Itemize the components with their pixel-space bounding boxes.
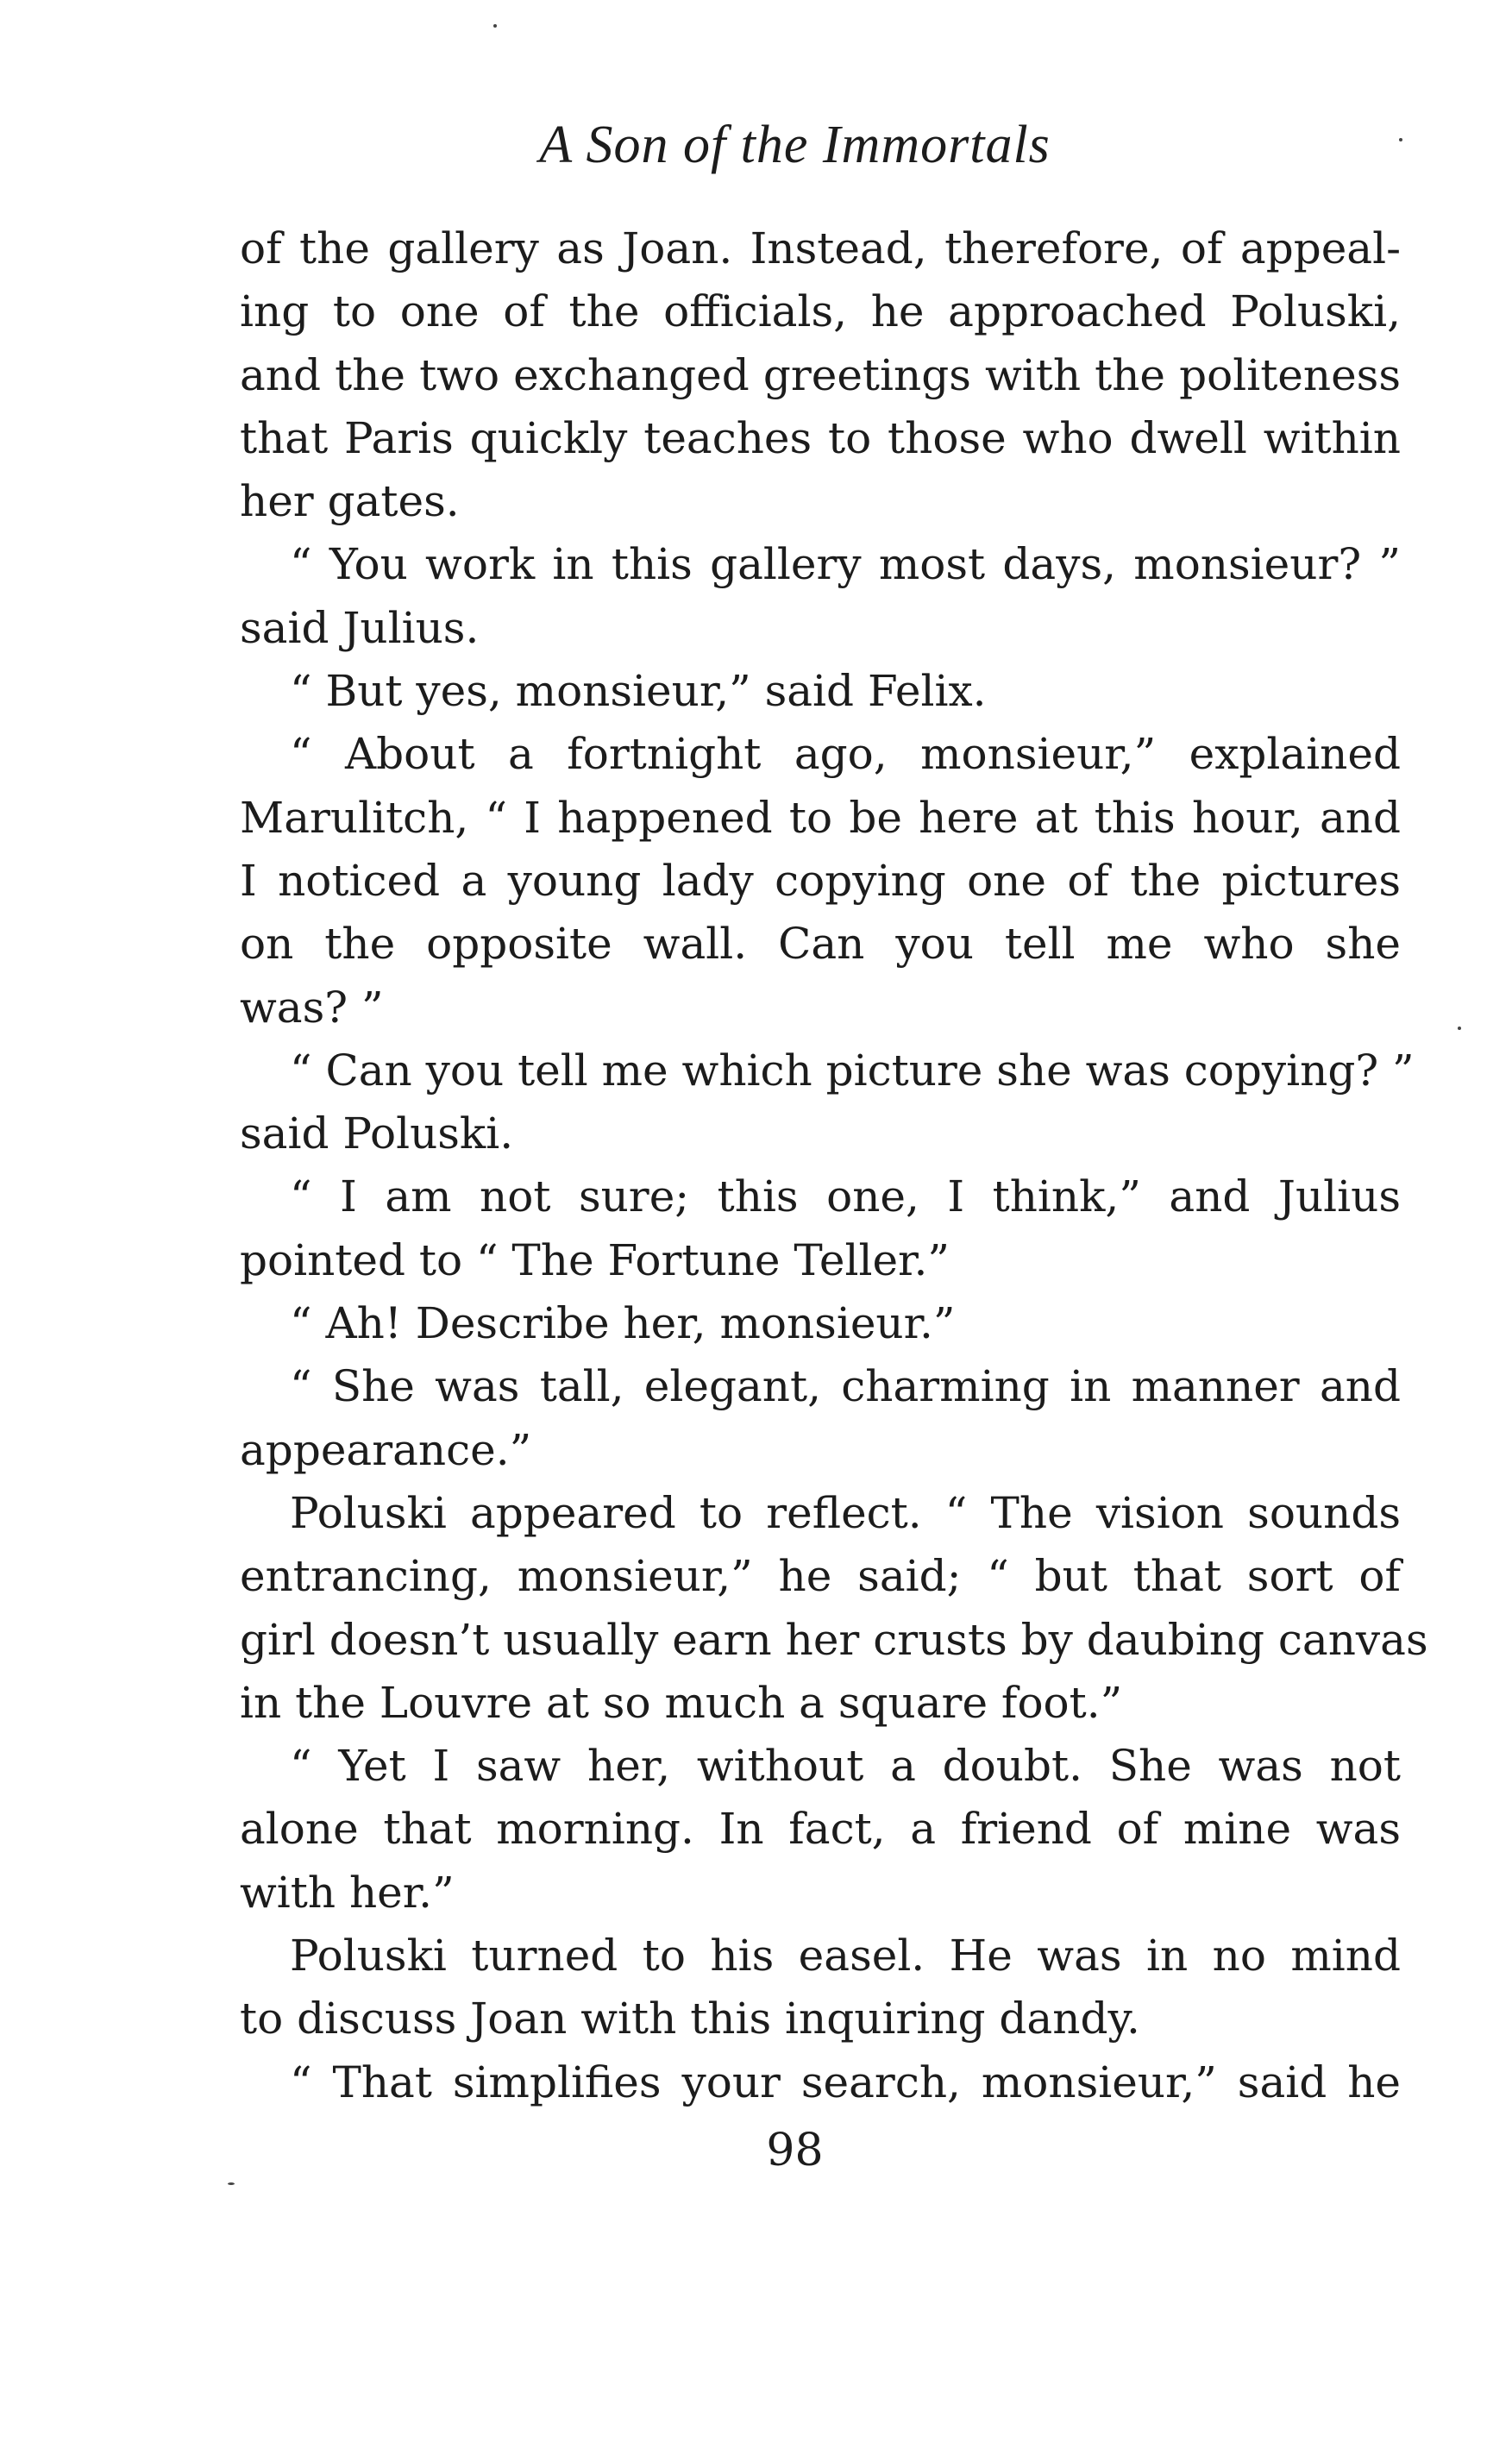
text-line: Poluski turned to his easel. He was in no mind: [290, 1931, 1401, 1981]
running-title: A Son of the Immortals: [539, 116, 1051, 174]
scan-speck: [228, 2182, 235, 2185]
text-line: and the two exchanged greetings with the politeness: [240, 349, 1401, 400]
text-line: with her.”: [240, 1867, 455, 1918]
text-line: Marulitch, “ I happened to be here at this hour, and: [240, 792, 1401, 843]
text-line: of the gallery as Joan. Instead, therefore, of appeal-: [240, 223, 1401, 273]
text-line: on the opposite wall. Can you tell me who she: [240, 919, 1401, 970]
text-line: was? ”: [240, 982, 384, 1033]
text-line: “ She was tall, elegant, charming in manner and: [290, 1361, 1401, 1412]
text-line: “ Can you tell me which picture she was copying? ”: [290, 1045, 1415, 1096]
text-line: “ I am not sure; this one, I think,” and Julius: [290, 1171, 1401, 1222]
text-line: entrancing, monsieur,” he said; “ but that sort of: [240, 1551, 1401, 1602]
scan-speck: [1458, 1027, 1461, 1030]
text-line: “ You work in this gallery most days, monsieur? ”: [290, 539, 1401, 590]
text-line: said Poluski.: [240, 1108, 514, 1159]
scan-speck: [493, 24, 497, 28]
text-line: “ About a fortnight ago, monsieur,” explained: [290, 729, 1401, 780]
text-line: alone that morning. In fact, a friend of mine was: [240, 1804, 1401, 1855]
text-line: her gates.: [240, 476, 460, 527]
text-line: ing to one of the officials, he approached Poluski,: [240, 286, 1401, 337]
body-text: [240, 217, 1428, 2114]
scan-speck: [1399, 138, 1402, 141]
page-number: 98: [766, 2125, 824, 2176]
text-line: “ But yes, monsieur,” said Felix.: [290, 666, 987, 717]
text-line: appearance.”: [240, 1424, 532, 1475]
text-line: pointed to “ The Fortune Teller.”: [240, 1234, 950, 1285]
text-line: said Julius.: [240, 602, 480, 653]
text-line: girl doesn’t usually earn her crusts by daubing canvas: [240, 1614, 1428, 1665]
text-line: to discuss Joan with this inquiring dandy.: [240, 1994, 1140, 2044]
text-line: that Paris quickly teaches to those who dwell within: [240, 412, 1401, 463]
text-line: in the Louvre at so much a square foot.”: [240, 1677, 1123, 1728]
text-line: “ Yet I saw her, without a doubt. She was not: [290, 1741, 1401, 1792]
text-line: “ Ah! Describe her, monsieur.”: [290, 1298, 956, 1349]
text-line: I noticed a young lady copying one of the pictures: [240, 855, 1401, 906]
text-line: Poluski appeared to reflect. “ The vision sounds: [290, 1487, 1401, 1538]
text-line: “ That simplifies your search, monsieur,” said he: [290, 2057, 1401, 2107]
